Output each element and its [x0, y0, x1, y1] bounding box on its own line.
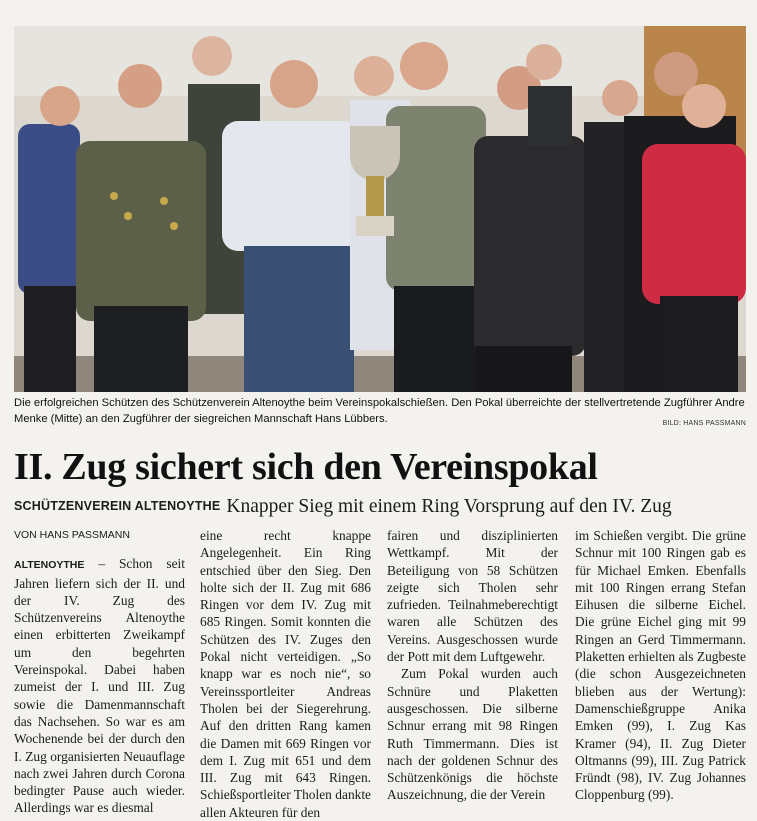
caption-text: Die erfolgreichen Schützen des Schützenverein Altenoythe beim Vereinspokalschießen. Den Pokal überreichte der stellvertretende Zugführer Andre Menke (Mitte) an den Zugführer der siegreichen Mannschaft Hans Lübbers.	[14, 397, 745, 425]
group-photo	[14, 26, 746, 392]
article-byline: VON HANS PASSMANN	[14, 529, 130, 541]
article-subheading: Knapper Sieg mit einem Ring Vorsprung auf den IV. Zug	[226, 496, 672, 517]
article-text: Zum Pokal wurden auch Schnüre und Plaketten ausgeschossen. Die silberne Schnur errang mit 98 Ringen Ruth Timmermann. Dies ist nach der goldenen Schnur des Schützenkönigs die höchste Auszeichnung, die der Verein	[387, 666, 558, 803]
article-column-2	[200, 527, 371, 821]
group-photo-illustration	[14, 26, 746, 392]
photo-caption	[14, 396, 746, 431]
article-text: eine recht knappe Angelegenheit. Ein Ring entschied über den Sieg. Den holte sich der II. Zug mit 686 Ringen vor dem IV. Zug mit 685 Ringen. Somit konnten die Schützen des IV. Zuges den Pokal nicht verteidigen. „So knapp war es noch nie“, so Vereinssportleiter Andreas Tholen bei der Siegerehrung. Auf den dritten Rang kamen die Damen mit 669 Ringen vor dem I. Zug mit 651 und dem III. Zug mit 643 Ringen. Schießsportleiter Tholen dankte allen Akteuren für den	[200, 528, 371, 820]
article-headline: II. Zug sichert sich den Vereinspokal	[14, 446, 598, 488]
photo-credit: BILD: HANS PASSMANN	[662, 419, 746, 427]
article-column-1	[14, 527, 185, 817]
person-1	[18, 86, 80, 392]
article-text: fairen und disziplinierten Wettkampf. Mit der Beteiligung von 58 Schützen zeigte sich Tholen sehr zufrieden. Teilnahmeberechtigt waren alle Schützen des Vereins. Ausgeschossen wurde der Pott mit dem Luftgewehr.	[387, 528, 558, 665]
article-text: im Schießen vergibt. Die grüne Schnur mit 100 Ringen gab es für Michael Emken. Ebenfalls mit 100 Ringen errang Stefan Eihusen die silberne Eichel. Die grüne Eichel ging mit 99 Ringen an Gerd Timmermann. Plaketten erhielten als Zugbeste (die schon Ausgezeichneten blieben aus der Wertung): Damenschießgruppe Anika Emken (99), I. Zug Kas Kramer (94), II. Zug Dieter Oltmanns (99), III. Zug Patrick Fründt (98), IV. Zug Johannes Cloppenburg (99).	[575, 528, 746, 803]
article-column-4	[575, 527, 746, 804]
article-kicker: SCHÜTZENVEREIN ALTENOYTHE	[14, 499, 221, 513]
article-text: – Schon seit Jahren liefern sich der II. und der IV. Zug des Schützenvereins Altenoythe einen erbitterten Zweikampf um den begehrten Vereinspokal. Dabei haben zumeist der I. und III. Zug sowie die Damenmannschaft das Nachsehen. So war es am Wochenende bei der durch den I. Zug organisierten Neuauflage nach zwei Jahren durch Corona bedingter Pause auch wieder. Allerdings war es diesmal	[14, 556, 185, 816]
article-dateline: ALTENOYTHE	[14, 559, 85, 572]
article-column-3	[387, 527, 558, 804]
article-paragraph	[14, 555, 185, 816]
article-subline	[14, 494, 672, 519]
